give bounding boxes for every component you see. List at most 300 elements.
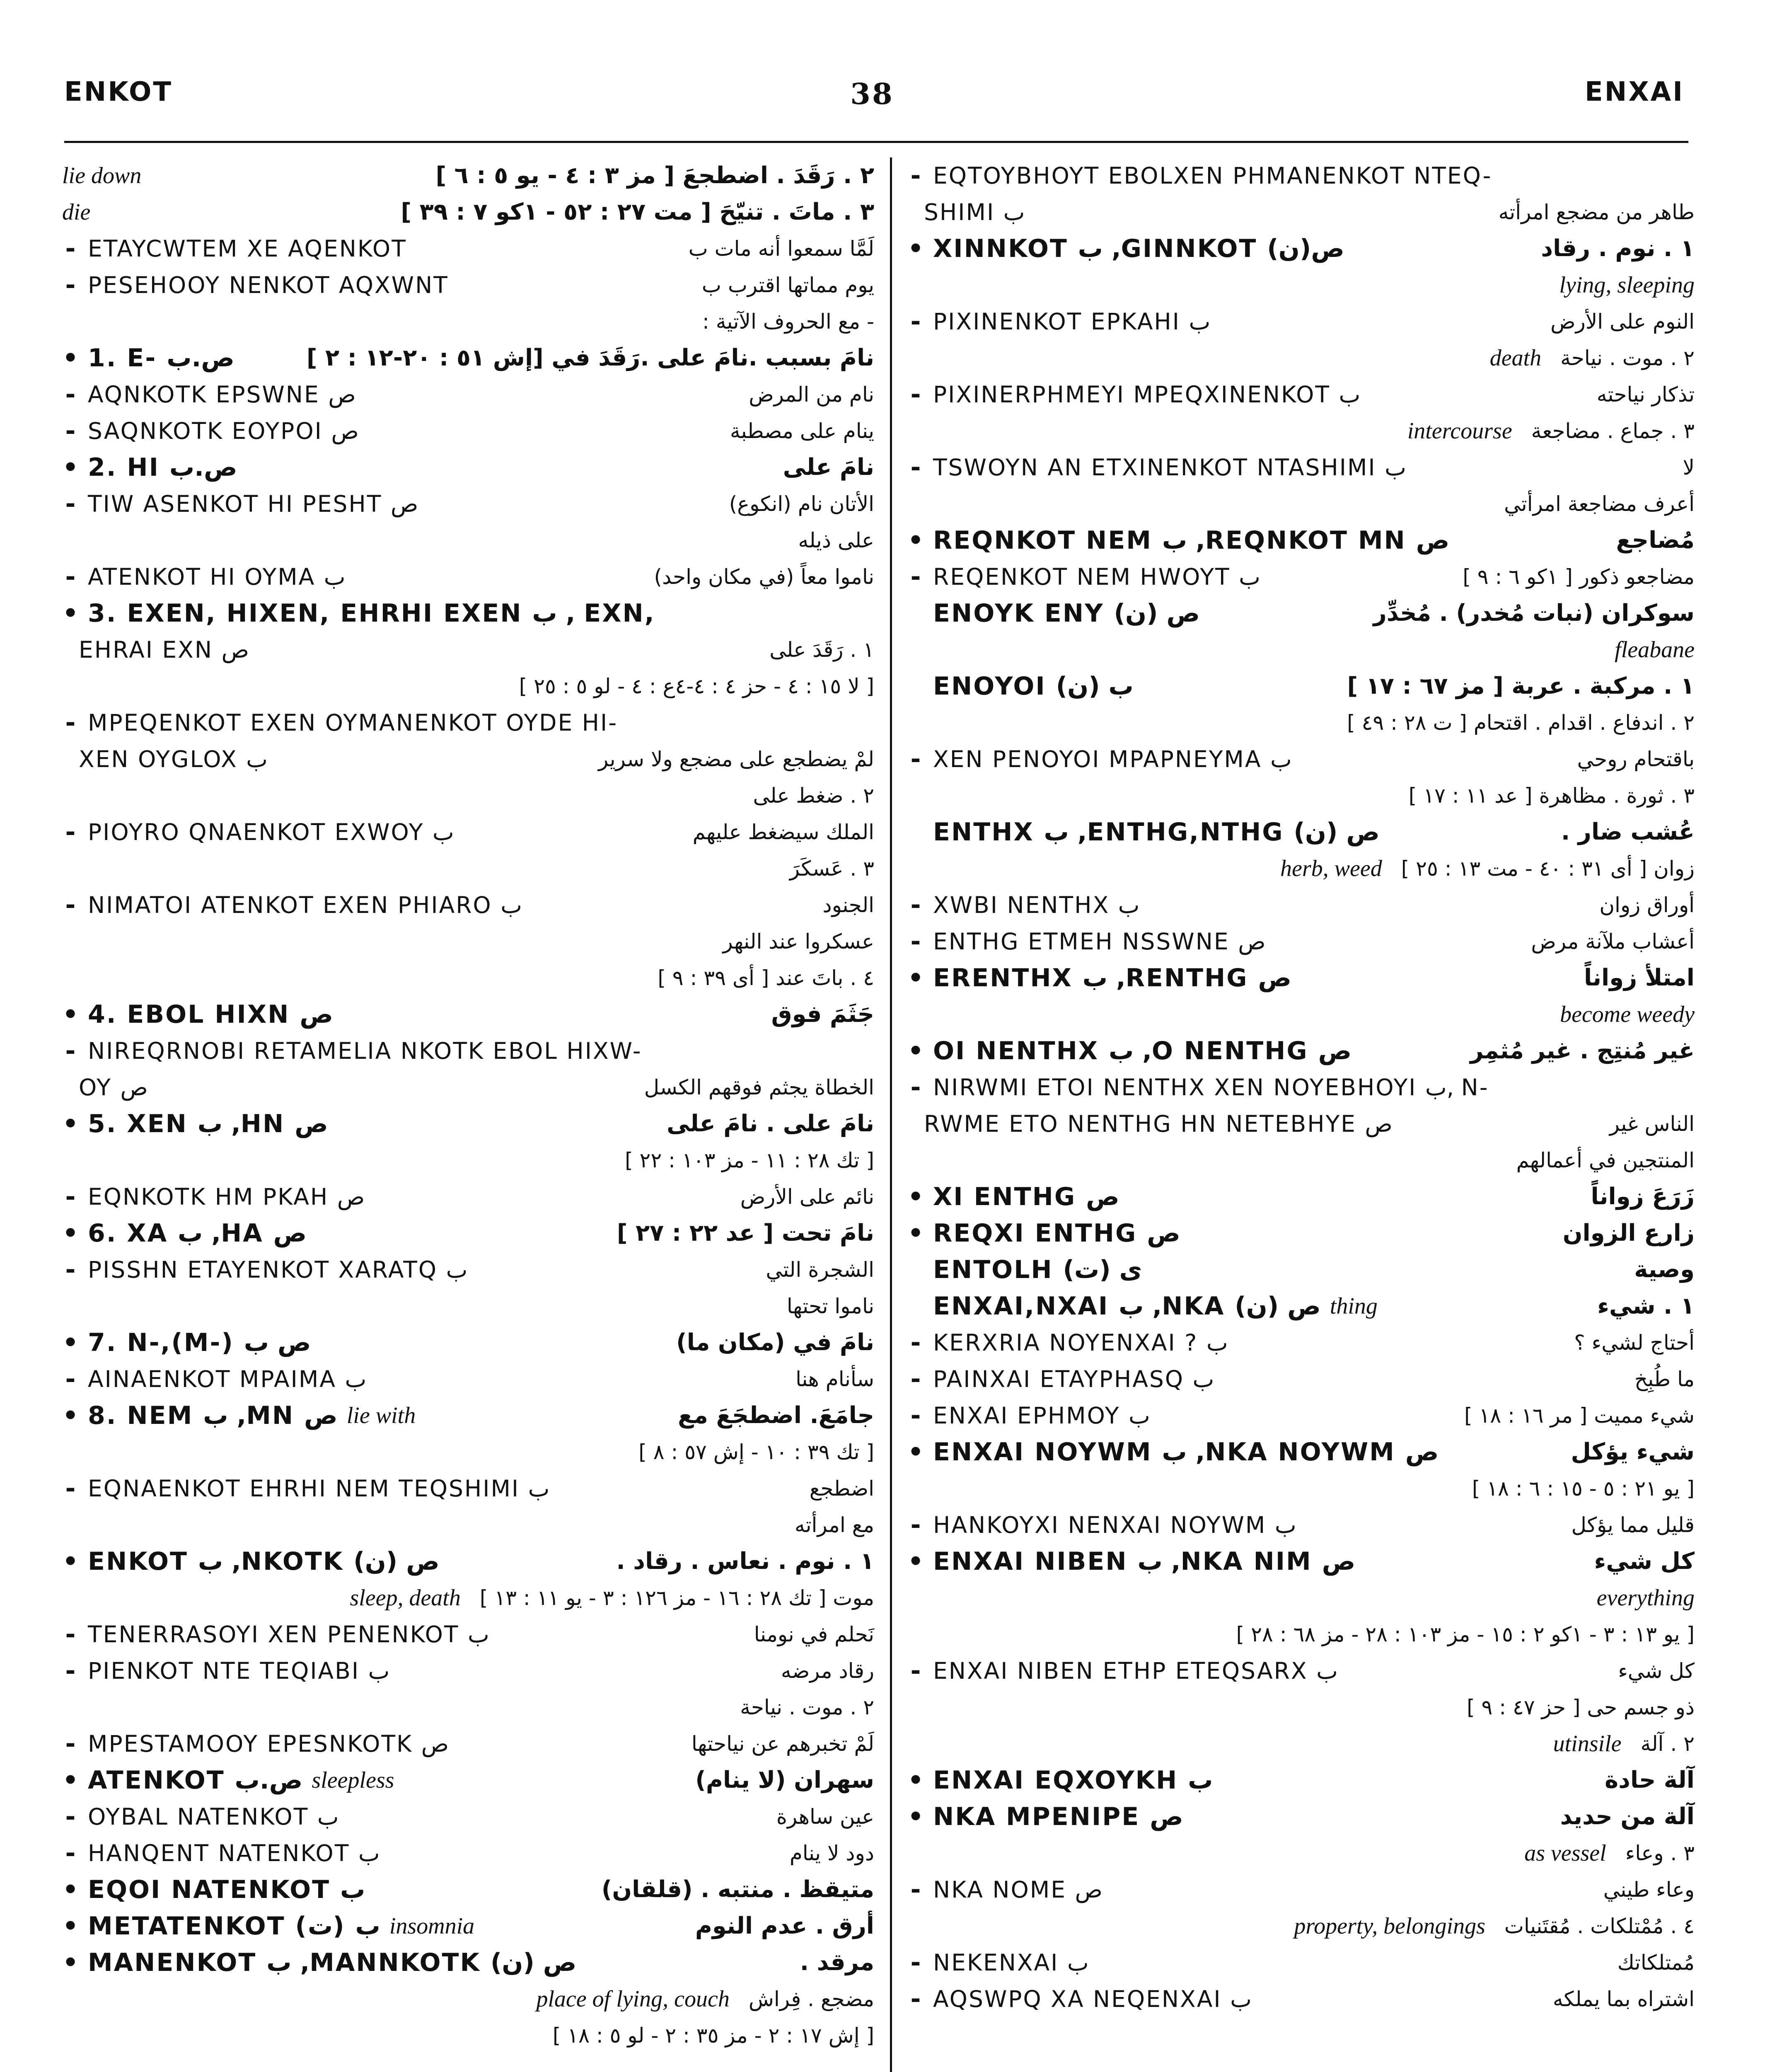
dash-marker: -	[65, 489, 76, 518]
arabic-gloss: أوراق زوان	[1599, 893, 1695, 917]
entry-line	[62, 741, 874, 777]
entry-line	[62, 1616, 874, 1653]
bullet-marker: •	[907, 1766, 924, 1795]
coptic-term: ATENKOT ص.ب	[88, 1766, 303, 1795]
arabic-gloss: سوكران (نبات مُخدر) . مُخدِّر	[1373, 600, 1695, 627]
entry-line	[62, 157, 874, 194]
arabic-gloss: ٢ . ضغط على	[753, 784, 874, 808]
arabic-gloss: مضجع . فِراش	[748, 1987, 874, 2011]
entry-line	[62, 1580, 874, 1616]
bullet-marker: •	[907, 1802, 924, 1831]
arabic-gloss: وصية	[1634, 1256, 1695, 1283]
running-head-left: ENKOT	[64, 77, 173, 107]
arabic-gloss: جامَعَ. اضطجَعَ مع	[678, 1402, 874, 1429]
arabic-gloss: لمْ يضطجع على مضجع ولا سرير	[598, 747, 874, 771]
arabic-gloss: أعشاب ملآنة مرض	[1531, 929, 1695, 954]
entry-line	[62, 850, 874, 887]
coptic-term: EQNKOTK HM PKAH ص	[88, 1184, 365, 1210]
bullet-marker: •	[907, 1219, 924, 1248]
entry-line	[62, 1507, 874, 1543]
arabic-gloss: [ يو ٢١ : ٥ - ١٥ : ٦ : ١٨ ]	[1472, 1477, 1695, 1501]
english-gloss: insomnia	[389, 1913, 475, 1939]
dash-marker: -	[910, 927, 921, 956]
coptic-term: 3. EXEN, HIXEN, EHRHI EXEN ب , EXN,	[88, 599, 655, 628]
arabic-gloss: ١ . شيء	[1597, 1293, 1695, 1319]
coptic-term: KERXRIA NOYENXAI ? ب	[933, 1329, 1228, 1356]
coptic-term: EQTOYBHOYT EBOLXEN PHMANENKOT NTEQ-	[933, 162, 1492, 189]
entry-line	[907, 1616, 1695, 1653]
entry-line	[907, 632, 1695, 668]
arabic-gloss: غير مُنتِج . غير مُثمِر	[1470, 1037, 1695, 1064]
entry-line	[62, 559, 874, 595]
dash-marker: -	[65, 271, 76, 300]
entry-line	[907, 449, 1695, 486]
bullet-marker: •	[907, 1036, 924, 1065]
entry-line	[62, 632, 874, 668]
dash-marker: -	[65, 1182, 76, 1211]
dash-marker: -	[65, 1365, 76, 1394]
coptic-term: PIENKOT NTE TEQIABI ب	[88, 1658, 390, 1684]
entry-line	[907, 1762, 1695, 1798]
arabic-gloss: [ تك ٢٨ : ١١ - مز ١٠٣ : ٢٢ ]	[625, 1148, 874, 1172]
bullet-marker: •	[62, 1547, 79, 1576]
entry-line	[907, 960, 1695, 996]
coptic-term: 4. EBOL HIXN ص	[88, 1000, 333, 1029]
dash-marker: -	[65, 380, 76, 409]
arabic-gloss: نامَ تحت [ عد ٢٢ : ٢٧ ]	[617, 1220, 874, 1247]
arabic-gloss: عُشب ضار .	[1561, 818, 1695, 845]
coptic-term: 5. XEN ب ,HN ص	[88, 1109, 328, 1138]
coptic-term: METATENKOT (ت) ب	[88, 1912, 380, 1941]
entry-line	[907, 1981, 1695, 2017]
entry-line	[62, 303, 874, 340]
coptic-term: ENXAI NIBEN ETHP ETEQSARX ب	[933, 1658, 1338, 1684]
arabic-gloss: كل شيء	[1594, 1548, 1695, 1575]
dash-marker: -	[65, 1255, 76, 1284]
entry-line	[62, 449, 874, 486]
coptic-term: PIXINERPHMEYI MPEQXINENKOT ب	[933, 381, 1361, 408]
entry-line	[907, 1798, 1695, 1835]
entry-line	[62, 1033, 874, 1069]
arabic-gloss: الناس غير	[1609, 1112, 1695, 1136]
dash-marker: -	[65, 416, 76, 445]
bullet-marker: •	[62, 1109, 79, 1138]
arabic-gloss: الخطاة يجثم فوقهم الكسل	[644, 1075, 874, 1099]
coptic-term: NKA MPENIPE ص	[933, 1802, 1183, 1831]
entry-line	[907, 814, 1695, 850]
dash-marker: -	[910, 453, 921, 482]
coptic-term: 8. NEM ب ,MN ص	[88, 1401, 338, 1430]
arabic-gloss: ٢ . اندفاع . اقدام . اقتحام [ ت ٢٨ : ٤٩ ]	[1347, 711, 1695, 735]
arabic-gloss: نَحلم في نومنا	[754, 1622, 874, 1646]
coptic-term: NIMATOI ATENKOT EXEN PHIARO ب	[88, 892, 522, 918]
entry-line	[907, 559, 1695, 595]
entry-line	[62, 777, 874, 814]
entry-line	[62, 230, 874, 267]
entry-line	[62, 1835, 874, 1871]
arabic-gloss: الأتان نام (انكوع)	[729, 492, 874, 516]
english-gloss: fleabane	[1615, 637, 1695, 663]
bullet-marker: •	[907, 963, 924, 992]
dash-marker: -	[910, 1656, 921, 1685]
arabic-gloss: دود لا ينام	[789, 1841, 874, 1865]
entry-line	[62, 1981, 874, 2017]
entry-line	[62, 267, 874, 303]
arabic-gloss: عسكروا عند النهر	[723, 929, 874, 954]
coptic-term: PISSHN ETAYENKOT XARATQ ب	[88, 1256, 468, 1283]
arabic-gloss: مضاجعو ذكور [ ١كو ٦ : ٩ ]	[1463, 565, 1695, 589]
coptic-term: PESEHOOY NENKOT AQXWNT	[88, 272, 449, 298]
arabic-gloss: الملك سيضغط عليهم	[692, 820, 874, 844]
entry-line	[62, 1215, 874, 1251]
entry-line	[907, 887, 1695, 923]
coptic-term: ENXAI EPHMOY ب	[933, 1402, 1150, 1429]
bullet-marker: •	[907, 1547, 924, 1576]
bullet-marker: •	[62, 453, 79, 482]
dash-marker: -	[910, 161, 921, 190]
entry-line	[907, 1251, 1695, 1288]
bullet-marker: •	[62, 1401, 79, 1430]
dash-marker: -	[65, 1802, 76, 1831]
arabic-gloss: سأنام هنا	[795, 1367, 874, 1391]
arabic-gloss: وعاء طيني	[1603, 1878, 1695, 1902]
coptic-term: ENXAI NOYWM ب ,NKA NOYWM ص	[933, 1438, 1439, 1467]
entry-line	[62, 1397, 874, 1434]
arabic-gloss: جَثَمَ فوق	[771, 1001, 874, 1028]
coptic-term: SAQNKOTK EOYPOI ص	[88, 418, 359, 444]
arabic-gloss: ١ . نوم . نعاس . رقاد .	[616, 1548, 874, 1575]
entry-line	[62, 1871, 874, 1908]
arabic-gloss: آلة من حديد	[1560, 1803, 1695, 1830]
coptic-term: XINNKOT ب ,GINNKOT ص(ن)	[933, 234, 1345, 263]
entry-line	[62, 2017, 874, 2054]
arabic-gloss: [ إش ١٧ : ٢ - مز ٣٥ : ٢ - لو ٥ : ١٨ ]	[552, 2024, 874, 2048]
arabic-gloss: سهران (لا ينام)	[695, 1767, 874, 1794]
entry-line	[62, 1762, 874, 1798]
english-gloss: as vessel	[1524, 1840, 1606, 1866]
arabic-gloss: عين ساهرة	[776, 1805, 874, 1829]
arabic-gloss: لَمَّا سمعوا أنه مات ب	[688, 237, 874, 261]
entry-line	[907, 1543, 1695, 1580]
dash-marker: -	[910, 1328, 921, 1357]
arabic-gloss: المنتجين في أعمالهم	[1516, 1148, 1695, 1172]
dash-marker: -	[910, 562, 921, 591]
entry-line	[907, 1580, 1695, 1616]
arabic-gloss: أعرف مضاجعة امرأتي	[1504, 492, 1695, 516]
dash-marker: -	[910, 1985, 921, 2014]
dash-marker: -	[65, 1474, 76, 1503]
entry-line	[907, 486, 1695, 522]
entry-line	[62, 814, 874, 850]
dash-marker: -	[65, 1656, 76, 1685]
coptic-term: NIREQRNOBI RETAMELIA NKOTK EBOL HIXW-	[88, 1038, 642, 1064]
coptic-term: MPEQENKOT EXEN OYMANENKOT OYDE HI-	[88, 709, 618, 736]
coptic-term: OY ص	[79, 1074, 148, 1101]
arabic-gloss: ٣ . وعاء	[1625, 1841, 1695, 1865]
coptic-term: AQNKOTK EPSWNE ص	[88, 381, 356, 408]
coptic-term: AQSWPQ XA NEQENXAI ب	[933, 1986, 1252, 2012]
dash-marker: -	[910, 380, 921, 409]
coptic-term: REQXI ENTHG ص	[933, 1219, 1180, 1248]
arabic-gloss: ٢ . رَقَدَ . اضطجعَ [ مز ٣ : ٤ - يو ٥ : ٦ ]	[435, 162, 874, 189]
coptic-term: XEN OYGLOX ب	[79, 746, 268, 772]
arabic-gloss: نامَ على . نامَ على	[667, 1110, 874, 1137]
entry-line	[907, 850, 1695, 887]
arabic-gloss: قليل مما يؤكل	[1571, 1513, 1695, 1537]
entry-line	[62, 1653, 874, 1689]
arabic-gloss: [ تك ٣٩ : ١٠ - إش ٥٧ : ٨ ]	[638, 1440, 874, 1464]
entry-line	[907, 704, 1695, 741]
bullet-marker: •	[907, 234, 924, 263]
coptic-term: 7. N-,(M-) ص ب	[88, 1328, 311, 1357]
entry-line	[907, 157, 1695, 194]
arabic-gloss: شيء مميت [ مر ١٦ : ١٨ ]	[1464, 1404, 1695, 1428]
entry-line	[907, 1288, 1695, 1324]
english-gloss: everything	[1596, 1585, 1695, 1611]
bullet-marker: •	[62, 1766, 79, 1795]
arabic-gloss: على ذيله	[798, 528, 874, 552]
arabic-gloss: ٣ . ثورة . مظاهرة [ عد ١١ : ١٧ ]	[1408, 784, 1695, 808]
entry-line	[62, 996, 874, 1033]
entry-line	[907, 1726, 1695, 1762]
coptic-term: OI NENTHX ب ,O NENTHG ص	[933, 1036, 1352, 1065]
entry-line	[62, 704, 874, 741]
entry-line	[62, 413, 874, 449]
dash-marker: -	[65, 1036, 76, 1065]
entry-line	[907, 923, 1695, 960]
entry-line	[907, 1434, 1695, 1470]
english-gloss: die	[62, 199, 91, 225]
arabic-gloss: ١ . نوم . رقاد	[1541, 235, 1695, 262]
coptic-term: ENOYK ENY ص (ن)	[933, 599, 1200, 628]
dash-marker: -	[910, 1401, 921, 1430]
dash-marker: -	[65, 1620, 76, 1649]
entry-line	[907, 1215, 1695, 1251]
bullet-marker: •	[62, 1328, 79, 1357]
coptic-term: XWBI NENTHX ب	[933, 892, 1140, 918]
coptic-term: PIXINENKOT EPKAHI ب	[933, 308, 1211, 335]
coptic-term: ENXAI NIBEN ب ,NKA NIM ص	[933, 1547, 1356, 1576]
english-gloss: property, belongings	[1294, 1913, 1485, 1939]
entry-line	[907, 1871, 1695, 1908]
arabic-gloss: يوم مماتها اقترب ب	[701, 273, 874, 297]
right-column	[907, 157, 1695, 2072]
entry-line	[907, 595, 1695, 632]
entry-line	[62, 1798, 874, 1835]
bullet-marker: •	[62, 1219, 79, 1248]
arabic-gloss: ذو جسم حى [ حز ٤٧ : ٩ ]	[1467, 1695, 1695, 1719]
entry-line	[907, 741, 1695, 777]
coptic-term: EQNAENKOT EHRHI NEM TEQSHIMI ب	[88, 1475, 550, 1502]
coptic-term: ENXAI,NXAI ب ,NKA ص (ن)	[933, 1292, 1321, 1321]
arabic-gloss: الجنود	[822, 893, 874, 917]
entry-line	[907, 1835, 1695, 1871]
english-gloss: sleepless	[312, 1767, 394, 1793]
arabic-gloss: [ يو ١٣ : ٣ - ١كو ٢ : ١٥ - مز ١٠٣ : ٢٨ - مز ٦٨ : ٢٨ ]	[1236, 1622, 1695, 1646]
arabic-gloss: ٣ . عَسكَرَ	[789, 857, 874, 881]
page-number: 38	[850, 77, 894, 111]
entry-line	[62, 1470, 874, 1507]
arabic-gloss: تذكار نياحته	[1596, 382, 1695, 407]
coptic-term: ENTOLH ى (ت)	[933, 1255, 1142, 1284]
coptic-term: ENKOT ب ,NKOTK ص (ن)	[88, 1547, 440, 1576]
dash-marker: -	[910, 745, 921, 774]
coptic-term: REQNKOT NEM ب ,REQNKOT MN ص	[933, 526, 1450, 555]
entry-line	[907, 376, 1695, 413]
arabic-gloss: ناموا تحتها	[786, 1294, 874, 1318]
arabic-gloss: لا	[1683, 455, 1695, 479]
arabic-gloss: موت [ تك ٢٨ : ١٦ - مز ١٢٦ : ٣ - يو ١١ : ١٣ ]	[479, 1586, 874, 1610]
arabic-gloss: النوم على الأرض	[1550, 310, 1695, 334]
bullet-marker: •	[907, 1182, 924, 1211]
entry-line	[62, 960, 874, 996]
coptic-term: ENTHX ب ,ENTHG,NTHG ص (ن)	[933, 818, 1380, 847]
arabic-gloss: [ لا ١٥ : ٤ - حز ٤ : ٤-٤ع : ٤ - لو ٥ : ٢٥ ]	[519, 674, 874, 698]
coptic-term: TIW ASENKOT HI PESHT ص	[88, 491, 418, 517]
entry-line	[907, 522, 1695, 559]
arabic-gloss: زوان [ أى ٣١ : ٤٠ - مت ١٣ : ٢٥ ]	[1401, 857, 1695, 881]
entry-line	[907, 777, 1695, 814]
entry-line	[907, 413, 1695, 449]
arabic-gloss: ٣ . ماتَ . تنيّحَ [ مت ٢٧ : ٥٢ - ١كو ٧ : ٣٩ ]	[401, 198, 874, 225]
english-gloss: sleep, death	[350, 1585, 461, 1611]
arabic-gloss: مرقد .	[800, 1949, 874, 1976]
arabic-gloss: ١ . رَقَدَ على	[769, 638, 874, 662]
english-gloss: lie with	[346, 1403, 416, 1428]
entry-line	[907, 1324, 1695, 1361]
arabic-gloss: نامَ في (مكان ما)	[676, 1329, 874, 1356]
entry-line	[62, 1361, 874, 1397]
entry-line	[907, 340, 1695, 376]
entry-line	[62, 1069, 874, 1106]
entry-line	[62, 1543, 874, 1580]
coptic-term: SHIMI ب	[924, 199, 1025, 225]
coptic-term: HANQENT NATENKOT ب	[88, 1840, 380, 1866]
coptic-term: ENOYOI ب (ن)	[933, 672, 1134, 701]
coptic-term: AINAENKOT MPAIMA ب	[88, 1366, 367, 1392]
arabic-gloss: - مع الحروف الآتية :	[702, 310, 874, 334]
entry-line	[62, 1726, 874, 1762]
coptic-term: 1. E- ص.ب	[88, 344, 235, 373]
arabic-gloss: نائم على الأرض	[740, 1185, 874, 1209]
dash-marker: -	[65, 562, 76, 591]
coptic-term: MANENKOT ب ,MANNKOTK ص (ن)	[88, 1948, 577, 1977]
header-rule	[64, 141, 1688, 143]
entry-line	[907, 668, 1695, 704]
coptic-term: REQENKOT NEM HWOYT ب	[933, 564, 1260, 590]
entry-line	[907, 230, 1695, 267]
arabic-gloss: اضطجع	[809, 1477, 874, 1501]
entry-line	[907, 1689, 1695, 1726]
coptic-term: OYBAL NATENKOT ب	[88, 1803, 339, 1830]
coptic-term: NEKENXAI ب	[933, 1949, 1089, 1976]
bullet-marker: •	[62, 1000, 79, 1029]
coptic-term: ETAYCWTEM XE AQENKOT	[88, 235, 407, 262]
dash-marker: -	[65, 234, 76, 263]
entry-line	[907, 267, 1695, 303]
entry-line	[62, 194, 874, 230]
entry-line	[907, 1507, 1695, 1543]
coptic-term: XI ENTHG ص	[933, 1182, 1119, 1211]
english-gloss: place of lying, couch	[536, 1986, 730, 2012]
entry-line	[62, 923, 874, 960]
arabic-gloss: نام من المرض	[749, 382, 874, 407]
column-divider	[890, 157, 892, 2072]
entry-line	[62, 1251, 874, 1288]
coptic-term: ERENTHX ب ,RENTHG ص	[933, 963, 1292, 992]
arabic-gloss: رقاد مرضه	[781, 1659, 874, 1683]
arabic-gloss: كل شيء	[1618, 1659, 1695, 1683]
english-gloss: become weedy	[1560, 1002, 1695, 1027]
entry-line	[62, 1179, 874, 1215]
dash-marker: -	[65, 708, 76, 737]
dash-marker: -	[65, 1729, 76, 1758]
arabic-gloss: ينام على مصطبة	[730, 419, 874, 443]
arabic-gloss: مُضاجع	[1616, 527, 1695, 554]
coptic-term: ENTHG ETMEH NSSWNE ص	[933, 928, 1266, 955]
entry-line	[907, 1361, 1695, 1397]
arabic-gloss: شيء يؤكل	[1571, 1438, 1695, 1465]
entry-line	[62, 1288, 874, 1324]
arabic-gloss: نامَ بسبب .نامَ على .رَقَدَ في [إش ٥١ : ٢٠-١٢ : ٢ ]	[306, 344, 874, 371]
coptic-term: ATENKOT HI OYMA ب	[88, 564, 346, 590]
coptic-term: MPESTAMOOY EPESNKOTK ص	[88, 1731, 449, 1757]
dash-marker: -	[65, 1839, 76, 1868]
english-gloss: utinsile	[1553, 1731, 1622, 1757]
dash-marker: -	[910, 307, 921, 336]
dash-marker: -	[910, 1875, 921, 1904]
arabic-gloss: ٢ . موت . نياحة	[740, 1695, 874, 1719]
coptic-term: HANKOYXI NENXAI NOYWM ب	[933, 1512, 1296, 1538]
arabic-gloss: امتلأ زواناً	[1584, 964, 1695, 991]
arabic-gloss: لَمْ تخبرهم عن نياحتها	[691, 1732, 874, 1756]
coptic-term: TSWOYN AN ETXINENKOT NTASHIMI ب	[933, 454, 1406, 481]
bullet-marker: •	[62, 1912, 79, 1941]
entry-line	[907, 996, 1695, 1033]
arabic-gloss: ٤ . مُمْتلكات . مُقتَنيات	[1504, 1914, 1695, 1938]
entry-line	[62, 522, 874, 559]
arabic-gloss: ما طُبِخ	[1634, 1367, 1695, 1391]
dash-marker: -	[65, 891, 76, 920]
entry-line	[62, 340, 874, 376]
coptic-term: NIRWMI ETOI NENTHX XEN NOYEBHOYI ب, N-	[933, 1074, 1489, 1101]
entry-line	[907, 194, 1695, 230]
dash-marker: -	[910, 891, 921, 920]
entry-line	[62, 376, 874, 413]
arabic-gloss: ٢ . موت . نياحة	[1560, 346, 1695, 370]
entry-line	[907, 1944, 1695, 1981]
bullet-marker: •	[62, 1948, 79, 1977]
left-column	[62, 157, 874, 2072]
entry-line	[907, 1069, 1695, 1106]
english-gloss: thing	[1330, 1293, 1378, 1319]
entry-line	[907, 1397, 1695, 1434]
coptic-term: RWME ETO NENTHG HN NETEBHYE ص	[924, 1111, 1393, 1137]
arabic-gloss: آلة حادة	[1605, 1767, 1695, 1794]
entry-line	[907, 1653, 1695, 1689]
coptic-term: PAINXAI ETAYPHASQ ب	[933, 1366, 1214, 1392]
arabic-gloss: مع امرأته	[794, 1513, 874, 1537]
arabic-gloss: طاهر من مضجع امرأته	[1498, 200, 1695, 224]
arabic-gloss: ٢ . آلة	[1640, 1732, 1695, 1756]
bullet-marker: •	[907, 526, 924, 555]
coptic-term: NKA NOME ص	[933, 1876, 1103, 1903]
entry-line	[62, 1434, 874, 1470]
english-gloss: death	[1489, 345, 1542, 371]
arabic-gloss: أرق . عدم النوم	[695, 1912, 874, 1939]
running-head-right: ENXAI	[1585, 77, 1684, 107]
entry-line	[907, 1470, 1695, 1507]
